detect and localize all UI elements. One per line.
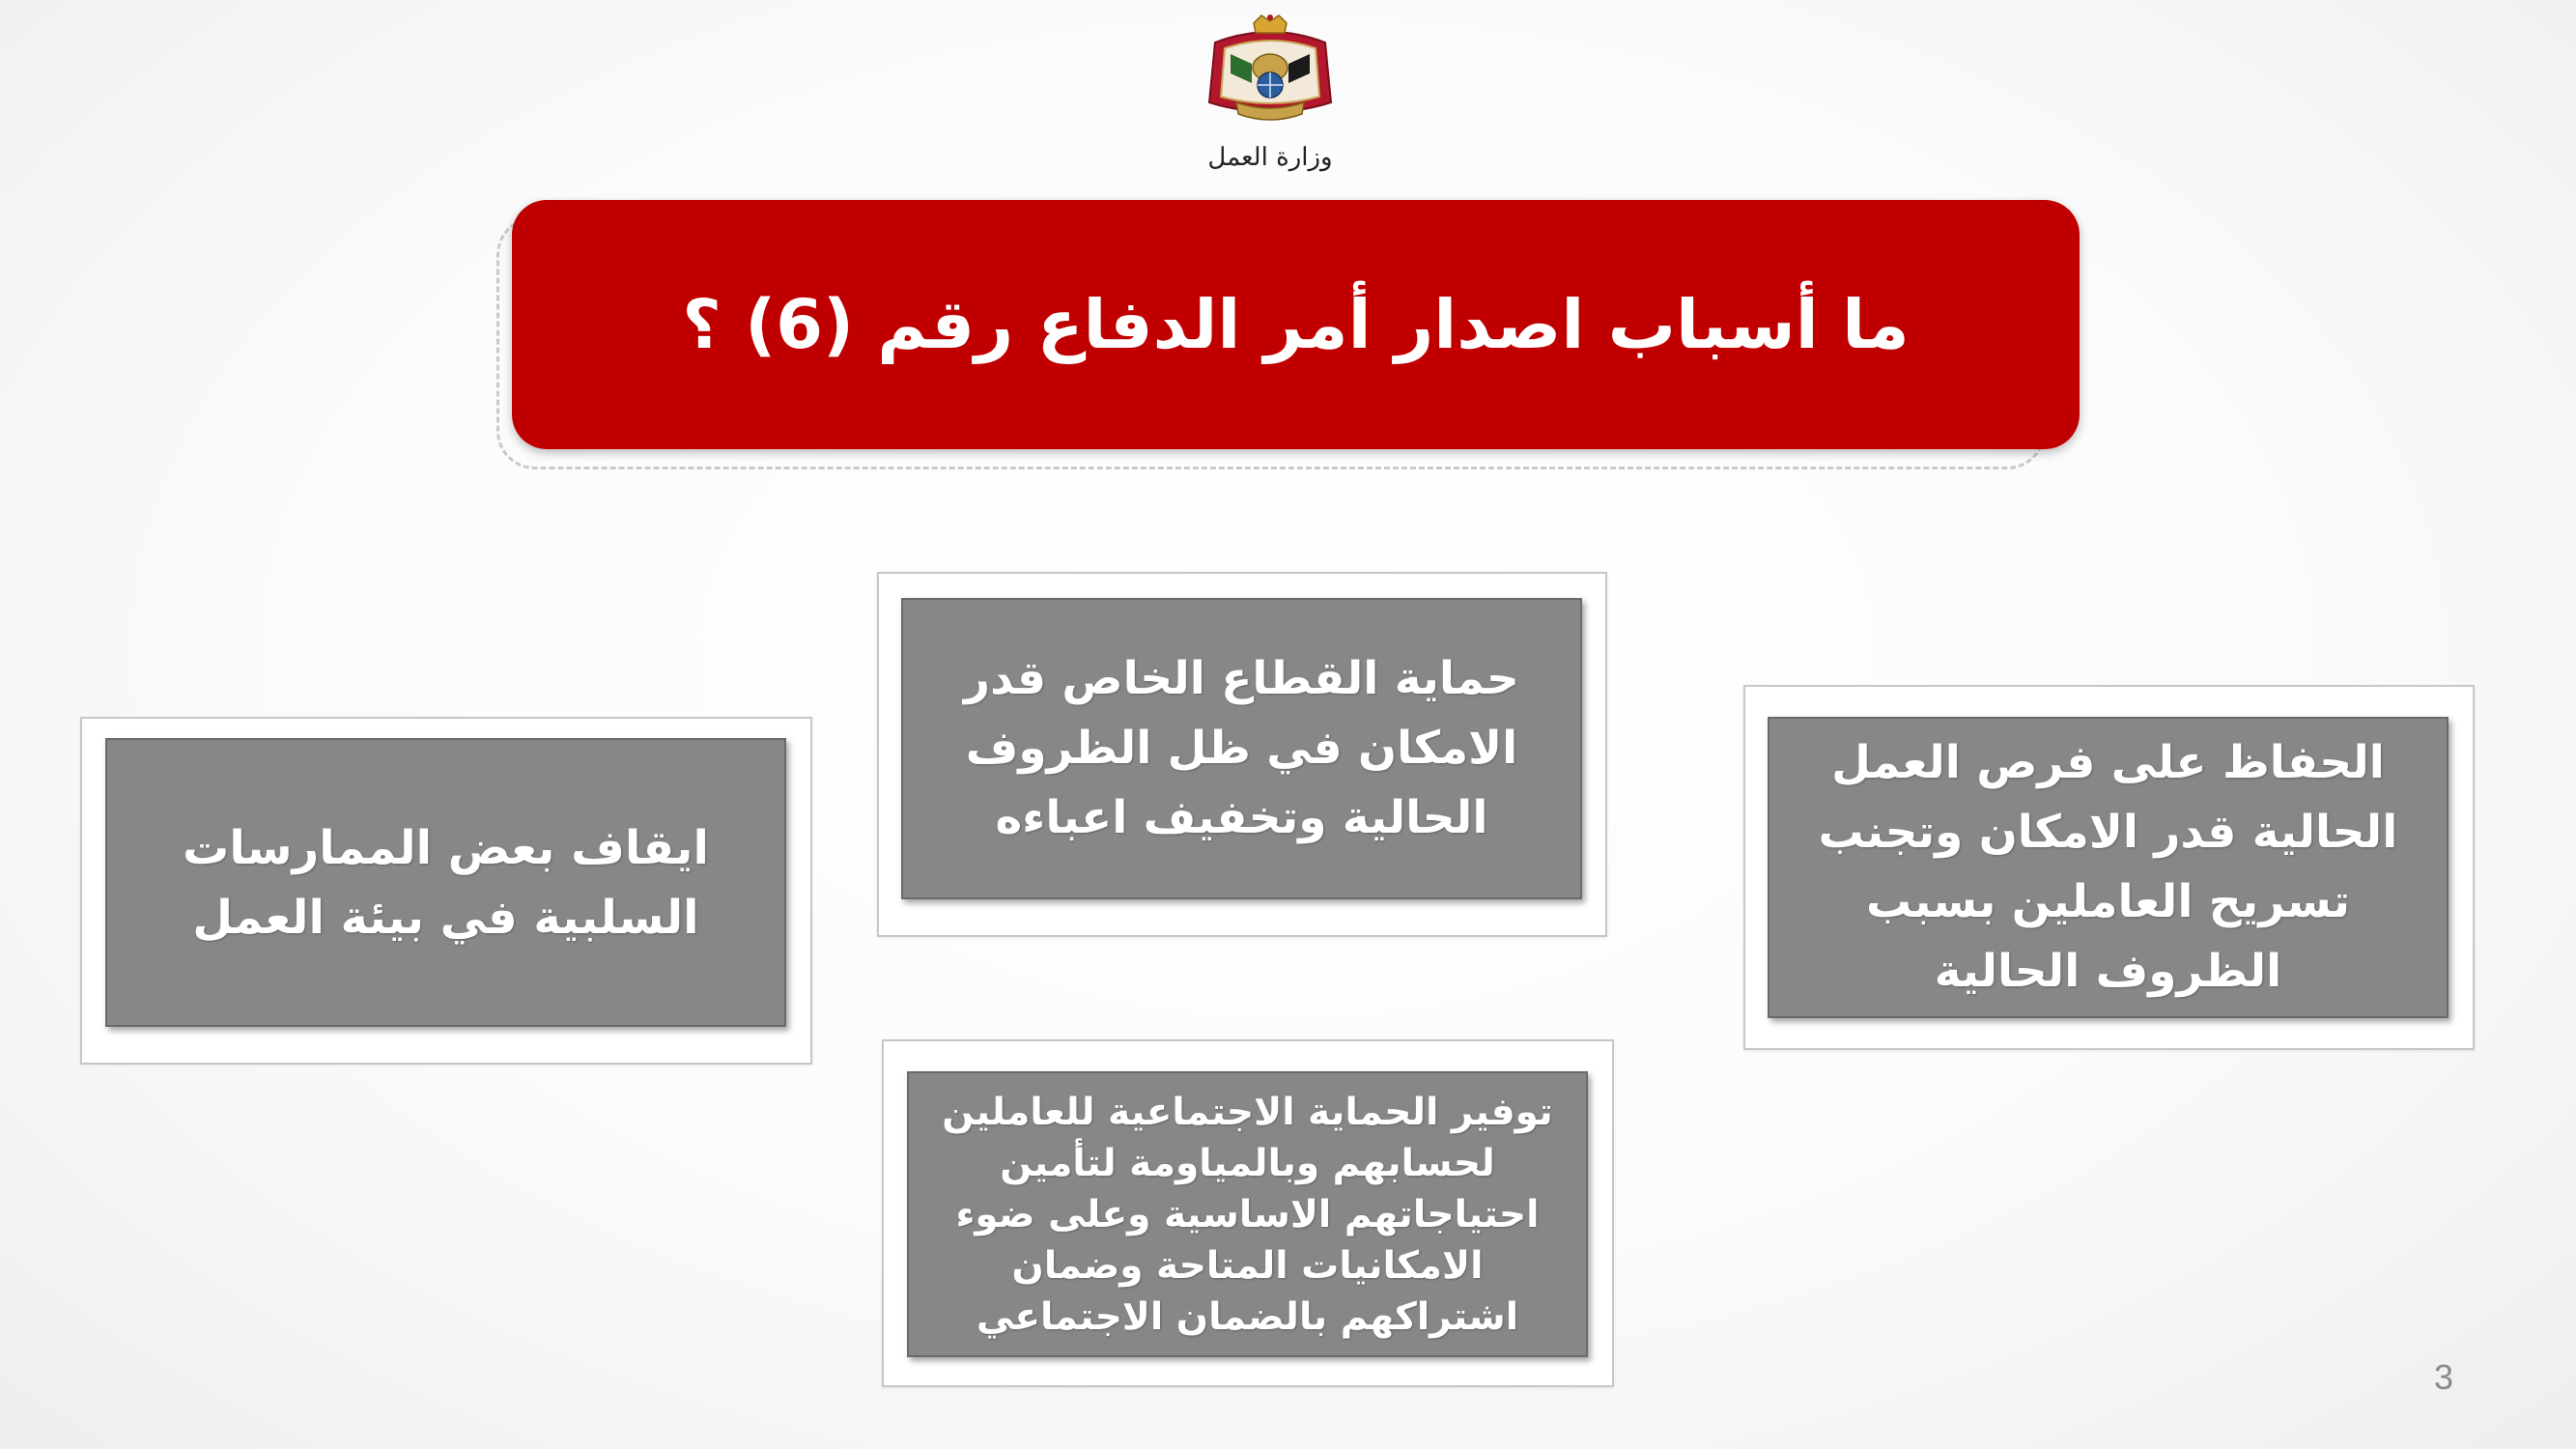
reason-card-top-middle	[901, 598, 1582, 899]
reason-card-bottom-middle	[907, 1071, 1588, 1357]
page-number: 3	[2433, 1357, 2453, 1397]
reason-card-right	[1768, 717, 2449, 1018]
ministry-name: وزارة العمل	[1207, 143, 1333, 172]
reason-text: حماية القطاع الخاص قدر الامكان في ظل الظروف الحالية وتخفيف اعباءه	[964, 652, 1519, 844]
reason-card-left	[105, 738, 786, 1027]
page-title: ما أسباب اصدار أمر الدفاع رقم (6) ؟	[682, 285, 1910, 364]
reason-text: الحفاظ على فرص العمل الحالية قدر الامكان وتجنب تسريح العاملين بسبب الظروف الحالية	[1818, 736, 2398, 998]
reason-text: ايقاف بعض الممارسات السلبية في بيئة العمل	[183, 820, 709, 945]
jordan-coat-of-arms-icon	[1198, 14, 1343, 128]
title-banner	[512, 200, 2080, 449]
reason-text: توفير الحماية الاجتماعية للعاملين لحسابهم وبالمياومة لتأمين احتياجاتهم الاساسية وعلى ضوء الامكانيات المتاحة وضمان اشتراكهم بالضمان الاجتماعي	[942, 1090, 1553, 1339]
